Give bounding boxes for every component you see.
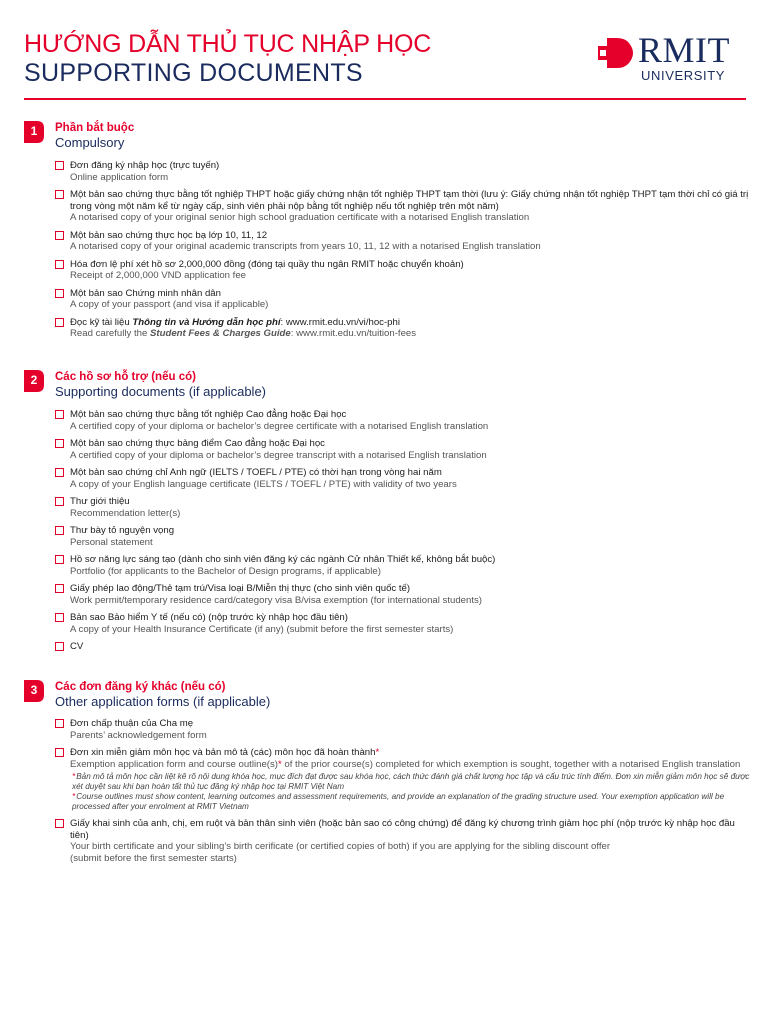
item-text-en xyxy=(70,759,754,771)
item-text-vi: Một bản sao chứng thực bằng tốt nghiệp Cao đẳng hoặc Đại học xyxy=(70,409,347,420)
header-divider xyxy=(24,98,746,100)
checklist-item xyxy=(55,317,754,340)
item-text-en: Recommendation letter(s) xyxy=(70,507,181,519)
item-text-vi: CV xyxy=(70,641,84,652)
item-text-en: Portfolio (for applicants to the Bachelor of Design programs, if applicable) xyxy=(70,565,381,577)
checklist-item xyxy=(55,641,754,653)
section-compulsory xyxy=(24,121,754,346)
section-title-en: Other application forms (if applicable) xyxy=(55,694,271,709)
section-title-en: Compulsory xyxy=(55,135,125,150)
item-text-vi: Một bản sao Chứng minh nhân dân xyxy=(70,287,221,299)
item-text-vi: Bản sao Bảo hiểm Y tế (nếu có) (nộp trước kỳ nhập học đầu tiên) xyxy=(70,612,348,623)
item-text-vi: Đơn đăng ký nhập học (trực tuyến) xyxy=(70,160,220,171)
page-header xyxy=(24,30,431,88)
section-title-vi: Các hồ sơ hỗ trợ (nếu có) xyxy=(55,371,196,383)
item-text-en-prefix: Read carefully the xyxy=(70,328,150,339)
checklist-item xyxy=(55,583,754,606)
checklist-item xyxy=(55,554,754,577)
item-text-en: A certified copy of your diploma or bachelor’s degree certificate with a notarised English translation xyxy=(70,420,489,432)
section-number-badge xyxy=(24,121,44,143)
fees-url-en[interactable]: : www.rmit.edu.vn/tuition-fees xyxy=(290,328,417,339)
item-text-en: Online application form xyxy=(70,171,169,183)
item-text-vi: Một bản sao chứng thực bảng điểm Cao đẳng hoặc Đại học xyxy=(70,438,325,449)
checklist-item xyxy=(55,747,754,812)
item-text-en: A notarised copy of your original academic transcripts from years 10, 11, 12 with a notarised English translation xyxy=(70,241,541,252)
section-number: 3 xyxy=(30,683,38,697)
item-text-vi: Hóa đơn lệ phí xét hồ sơ 2,000,000 đồng (đóng tại quầy thu ngân RMIT hoặc chuyển khoản) xyxy=(70,258,464,270)
logo-subtitle: UNIVERSITY xyxy=(641,68,726,83)
item-text-en: Personal statement xyxy=(70,536,153,548)
checklist-item xyxy=(55,612,754,635)
rmit-logo xyxy=(598,32,748,84)
section-number-badge xyxy=(24,370,44,392)
checkbox[interactable] xyxy=(55,748,64,757)
checkbox[interactable] xyxy=(55,439,64,448)
item-text-en: A copy of your passport (and visa if applicable) xyxy=(70,299,269,310)
checklist-item xyxy=(55,160,754,183)
footnote-marker: * xyxy=(375,747,380,758)
checkbox[interactable] xyxy=(55,468,64,477)
logo-wordmark: RMIT xyxy=(638,30,730,70)
footnote-en xyxy=(70,792,754,812)
item-text-en: A copy of your English language certificate (IELTS / TOEFL / PTE) with validity of two years xyxy=(70,478,457,490)
item-text-vi: Thư bày tỏ nguyện vọng xyxy=(70,525,175,536)
checkbox[interactable] xyxy=(55,642,64,651)
page-title-en: SUPPORTING DOCUMENTS xyxy=(24,59,363,87)
checklist-item xyxy=(55,496,754,519)
item-text-en: Parents’ acknowledgement form xyxy=(70,729,207,741)
checklist-item xyxy=(55,230,754,253)
footnote-marker: * xyxy=(277,758,282,770)
section-number-badge xyxy=(24,680,44,702)
fees-guide-title-vi: Thông tin và Hướng dẫn học phí xyxy=(132,316,281,328)
checkbox[interactable] xyxy=(55,819,64,828)
checklist-item xyxy=(55,467,754,490)
item-text-vi-main: Đơn xin miễn giảm môn học và bản mô tả (các) môn học đã hoàn thành xyxy=(70,747,376,758)
item-text-en: Work permit/temporary residence card/category visa B/visa exemption (for international students) xyxy=(70,594,482,606)
checkbox[interactable] xyxy=(55,526,64,535)
item-text-en: Your birth certificate and your sibling’s birth cerificate (or certified copies of both) if you are applying for the sibling discount offer xyxy=(70,841,611,852)
item-text-vi: Hồ sơ năng lực sáng tạo (dành cho sinh viên đăng ký các ngành Cử nhân Thiết kế, không bắt buộc) xyxy=(70,554,496,565)
page-title-vi: HƯỚNG DẪN THỦ TỤC NHẬP HỌC xyxy=(24,30,432,58)
footnote-marker: * xyxy=(72,792,76,801)
checklist-item xyxy=(55,189,754,224)
item-text-vi: Một bản sao chứng chỉ Anh ngữ (IELTS / TOEFL / PTE) có thời hạn trong vòng hai năm xyxy=(70,467,442,478)
checkbox[interactable] xyxy=(55,719,64,728)
checkbox[interactable] xyxy=(55,318,64,327)
item-text-en: A copy of your Health Insurance Certificate (if any) (submit before the first semester starts) xyxy=(70,623,454,635)
footnote-text-en: Course outlines must show content, learning outcomes and assessment requirements, and provide an explanation of the grading structure used. Your exemption application will be processed after your enrolment at RMIT Vietnam xyxy=(72,792,725,811)
item-text-en: A notarised copy of your original senior high school graduation certificate with a notarised English translation xyxy=(70,212,530,223)
checklist-item xyxy=(55,259,754,282)
footnote-vi xyxy=(70,772,754,792)
section-number: 2 xyxy=(30,373,38,387)
item-text-vi: Một bản sao chứng thực học bạ lớp 10, 11, 12 xyxy=(70,229,268,241)
footnote-text-vi: Bản mô tả môn học cần liệt kê rõ nội dung khóa học, mục đích đạt được sau khóa học, cách thức đánh giá chất lượng học tập và cấu trúc tính điểm. Đơn xin miễn giảm môn học sẽ được xét duyệt sau khi bạn hoàn tất thủ tục đăng ký nhập học tại RMIT Việt Nam xyxy=(72,772,750,791)
section-title-en: Supporting documents (if applicable) xyxy=(55,384,267,399)
item-text-en: A certified copy of your diploma or bachelor’s degree transcript with a notarised English translation xyxy=(70,449,487,461)
item-text-vi-prefix: Đọc kỹ tài liệu xyxy=(70,316,133,328)
item-text-en-prefix: Exemption application form and course outline(s) xyxy=(70,758,278,770)
fees-url-vi[interactable]: : www.rmit.edu.vn/vi/hoc-phi xyxy=(280,316,400,328)
checklist-item xyxy=(55,438,754,461)
footnote-marker: * xyxy=(72,772,76,781)
item-text-en: Receipt of 2,000,000 VND application fee xyxy=(70,270,246,281)
checkbox[interactable] xyxy=(55,161,64,170)
section-number: 1 xyxy=(30,124,38,138)
checkbox[interactable] xyxy=(55,190,64,199)
checkbox[interactable] xyxy=(55,231,64,240)
item-text-vi: Đơn chấp thuận của Cha mẹ xyxy=(70,718,194,729)
checkbox[interactable] xyxy=(55,260,64,269)
checklist-item xyxy=(55,818,754,864)
section-supporting-documents xyxy=(24,370,754,659)
checkbox[interactable] xyxy=(55,555,64,564)
item-text-vi xyxy=(70,747,754,759)
footnote xyxy=(70,772,754,812)
checkbox[interactable] xyxy=(55,613,64,622)
item-text-vi: Giấy phép lao động/Thẻ tạm trú/Visa loại B/Miễn thị thực (cho sinh viên quốc tế) xyxy=(70,583,411,594)
section-title-vi: Các đơn đăng ký khác (nếu có) xyxy=(55,681,226,693)
item-text-vi: Thư giới thiệu xyxy=(70,496,130,507)
checkbox[interactable] xyxy=(55,289,64,298)
checklist-item xyxy=(55,409,754,432)
item-text-vi: Giấy khai sinh của anh, chị, em ruột và bản thân sinh viên (hoặc bản sao có công chứng) để đăng ký chương trình giảm học phí (nộp trước kỳ nhập học đầu tiên) xyxy=(70,818,735,841)
rmit-pixel-mark-icon xyxy=(598,38,634,68)
checkbox[interactable] xyxy=(55,497,64,506)
section-title-vi: Phần bắt buộc xyxy=(55,122,135,134)
item-text-en-suffix: of the prior course(s) completed for which exemption is sought, together with a notarised English translation xyxy=(281,758,741,770)
item-text-vi xyxy=(70,317,754,329)
section-other-forms xyxy=(24,680,754,870)
checkbox[interactable] xyxy=(55,410,64,419)
checklist-item xyxy=(55,525,754,548)
checklist-item xyxy=(55,288,754,311)
item-text-vi: Một bản sao chứng thực bằng tốt nghiệp THPT hoặc giấy chứng nhận tốt nghiệp THPT tạm thời (lưu ý: Giấy chứng nhận tốt nghiệp THPT tạm thời chỉ có giá trị trong vòng một năm kể từ ngày cấp, sinh viên phải nộp bằng tốt nghiệp nếu tốt nghiệp trên một năm) xyxy=(70,189,749,212)
checkbox[interactable] xyxy=(55,584,64,593)
item-text-en xyxy=(70,328,754,340)
item-text-en-note: (submit before the first semester starts) xyxy=(70,852,237,864)
checklist-item xyxy=(55,718,754,741)
fees-guide-title-en: Student Fees & Charges Guide xyxy=(150,328,291,339)
